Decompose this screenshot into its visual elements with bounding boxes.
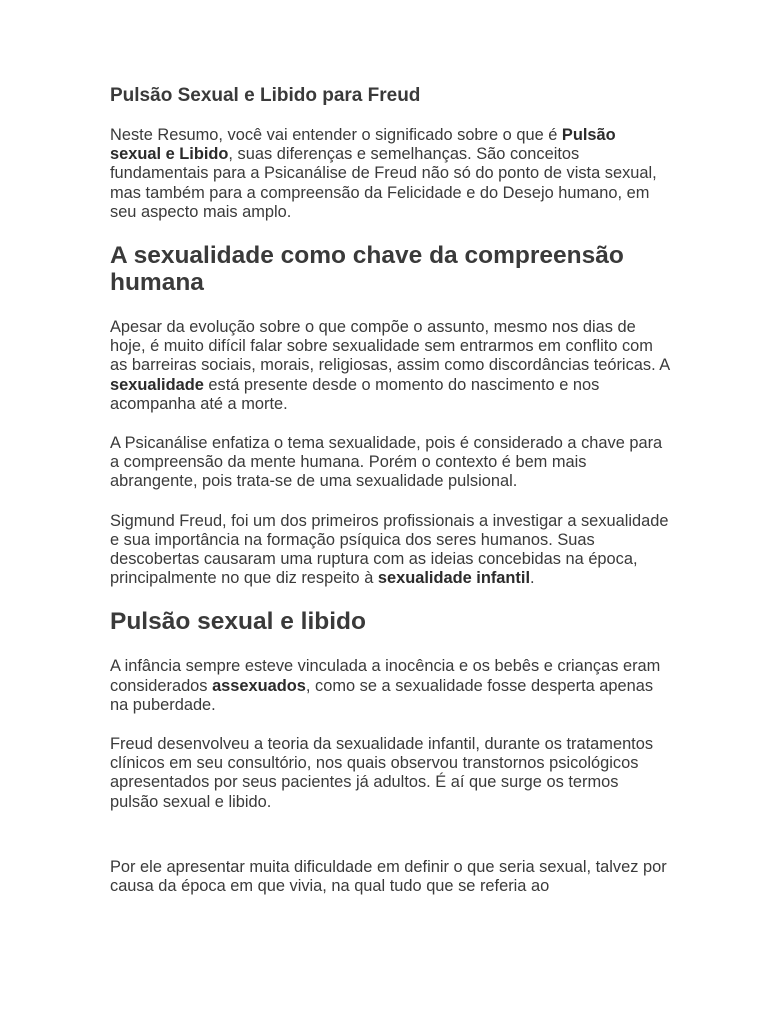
section2-paragraph-1 [110,657,670,715]
s1p1-bold-term: sexualidade [110,375,204,394]
intro-paragraph [110,126,670,222]
s1p3-text-end: . [530,569,535,588]
s1p1-text-end: está presente desde o momento do nascimento e nos acompanha até a morte. [110,375,600,413]
section1-heading: A sexualidade como chave da compreensão humana [110,242,624,297]
section2-paragraph-3: Por ele apresentar muita dificuldade em definir o que seria sexual, talvez por causa da época em que vivia, na qual tudo que se referia ao [110,857,667,896]
document-page [110,84,670,916]
intro-bold-term: Pulsão sexual e Libido [110,126,616,164]
paragraph-spacer [110,832,670,858]
intro-text-start: Neste Resumo, você vai entender o significado sobre o que é [110,126,562,144]
section2-paragraph-2: Freud desenvolveu a teoria da sexualidade infantil, durante os tratamentos clínicos em seu consultório, nos quais observou transtornos psicológicos apresentados por seus pacientes já adultos. É aí que surge os termos pulsão sexual e libido. [110,735,654,811]
section1-paragraph-3 [110,512,670,589]
section1-paragraph-1 [110,318,670,414]
s1p3-text-start: Sigmund Freud, foi um dos primeiros profissionais a investigar a sexualidade e sua importância na formação psíquica dos seres humanos. Suas descobertas causaram uma ruptura com as ideias concebidas na época, principalmente no que diz respeito à [110,511,669,588]
s1p3-bold-term: sexualidade infantil [377,569,531,588]
s2p1-bold-term: assexuados [212,676,306,695]
intro-text-end: , suas diferenças e semelhanças. São conceitos fundamentais para a Psicanálise de Freud não só do ponto de vista sexual, mas também para a compreensão da Felicidade e do Desejo humano, em seu aspecto mais amplo. [110,145,657,221]
s1p1-text-start: Apesar da evolução sobre o que compõe o assunto, mesmo nos dias de hoje, é muito difícil falar sobre sexualidade sem entrarmos em conflito com as barreiras sociais, morais, religiosas, assim como discordâncias teóricas. A [110,318,670,375]
s2p1-text-end: , como se a sexualidade fosse desperta apenas na puberdade. [110,676,654,714]
section2-heading: Pulsão sexual e libido [110,608,366,636]
section1-paragraph-2: A Psicanálise enfatiza o tema sexualidade, pois é considerado a chave para a compreensão da mente humana. Porém o contexto é bem mais abrangente, pois trata-se de uma sexualidade pulsional. [110,434,663,491]
s2p1-text-start: A infância sempre esteve vinculada a inocência e os bebês e crianças eram considerados [110,657,661,695]
document-title: Pulsão Sexual e Libido para Freud [110,85,421,106]
